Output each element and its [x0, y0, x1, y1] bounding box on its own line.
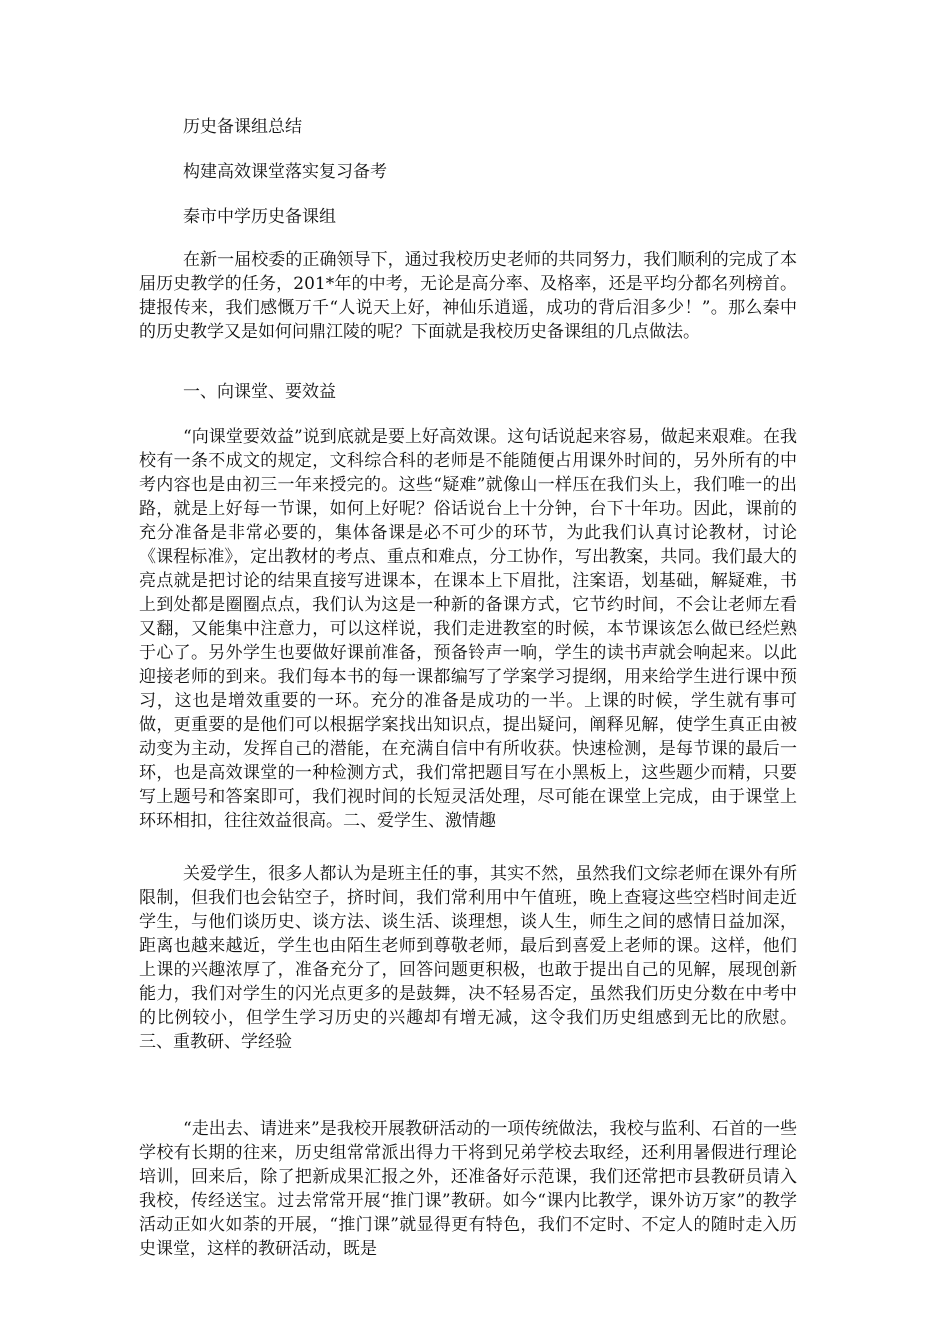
section-1-paragraph: “向课堂要效益”说到底就是要上好高效课。这句话说起来容易，做起来艰难。在我校有一条不成文的规定，文科综合科的老师是不能随便占用课外时间的，另外所有的中考内容也是由初三一年来授完的。这些“疑难”就像山一样压在我们头上，我们唯一的出路，就是上好每一节课，如何上好呢？俗话说台上十分钟，台下十年功。因此，课前的充分准备是非常必要的，集体备课是必不可少的环节，为此我们认真讨论教材，讨论《课程标准》，定出教材的考点、重点和难点，分工协作，写出教案，共同。我们最大的亮点就是把讨论的结果直接写进课本，在课本上下眉批，注案语，划基础，解疑难，书上到处都是圈圈点点，我们认为这是一种新的备课方式，它节约时间，不会让老师左看又翻，又能集中注意力，可以这样说，我们走进教室的时候，本节课该怎么做已经烂熟于心了。另外学生也要做好课前准备，预备铃声一响，学生的读书声就会响起来。以此迎接老师的到来。我们每本书的每一课都编写了学案学习提纲，用来给学生进行课中预习，这也是增效重要的一环。充分的准备是成功的一半。上课的时候，学生就有事可做，更重要的是他们可以根据学案找出知识点，提出疑问，阐释见解，使学生真正由被动变为主动，发挥自己的潜能，在充满自信中有所收获。快速检测，是每节课的最后一环，也是高效课堂的一种检测方式，我们常把题目写在小黑板上，这些题少而精，只要写上题号和答案即可，我们视时间的长短灵活处理，尽可能在课堂上完成，由于课堂上环环相扣，往往效益很高。二、爱学生、激情趣: [139, 427, 797, 831]
intro-paragraph: 在新一届校委的正确领导下，通过我校历史老师的共同努力，我们顺利的完成了本届历史教学的任务，201*年的中考，无论是高分率、及格率，还是平均分都名列榜首。捷报传来，我们感慨万千“人说天上好，神仙乐逍遥，成功的背后泪多少！”。那么秦中的历史教学又是如何问鼎江陵的呢？下面就是我校历史备课组的几点做法。: [139, 250, 797, 342]
section-2-paragraph: 关爱学生，很多人都认为是班主任的事，其实不然，虽然我们文综老师在课外有所限制，但我们也会钻空子，挤时间，我们常利用中午值班，晚上查寝这些空档时间走近学生，与他们谈历史、谈方法、谈生活、谈理想，谈人生，师生之间的感情日益加深，距离也越来越近，学生也由陌生老师到尊敬老师，最后到喜爱上老师的课。这样，他们上课的兴趣浓厚了，准备充分了，回答问题更积极，也敢于提出自己的见解，展现创新能力，我们对学生的闪光点更多的是鼓舞，决不轻易否定，虽然我们历史分数在中考中的比例较小，但学生学习历史的兴趣却有增无减，这令我们历史组感到无比的欣慰。三、重教研、学经验: [139, 864, 797, 1052]
author-group: 秦市中学历史备课组: [183, 207, 336, 227]
document-subtitle: 构建高效课堂落实复习备考: [183, 162, 387, 182]
document-title: 历史备课组总结: [183, 117, 302, 137]
section-heading-1: 一、向课堂、要效益: [183, 382, 336, 402]
section-3-paragraph: “走出去、请进来”是我校开展教研活动的一项传统做法，我校与监利、石首的一些学校有长期的往来，历史组常常派出得力干将到兄弟学校去取经，还利用暑假进行理论培训，回来后，除了把新成果汇报之外，还准备好示范课，我们还常把市县教研员请入我校，传经送宝。过去常常开展“推门课”教研。如今“课内比教学，课外访万家”的教学活动正如火如荼的开展，“推门课”就显得更有特色，我们不定时、不定人的随时走入历史课堂，这样的教研活动，既是: [139, 1119, 797, 1259]
